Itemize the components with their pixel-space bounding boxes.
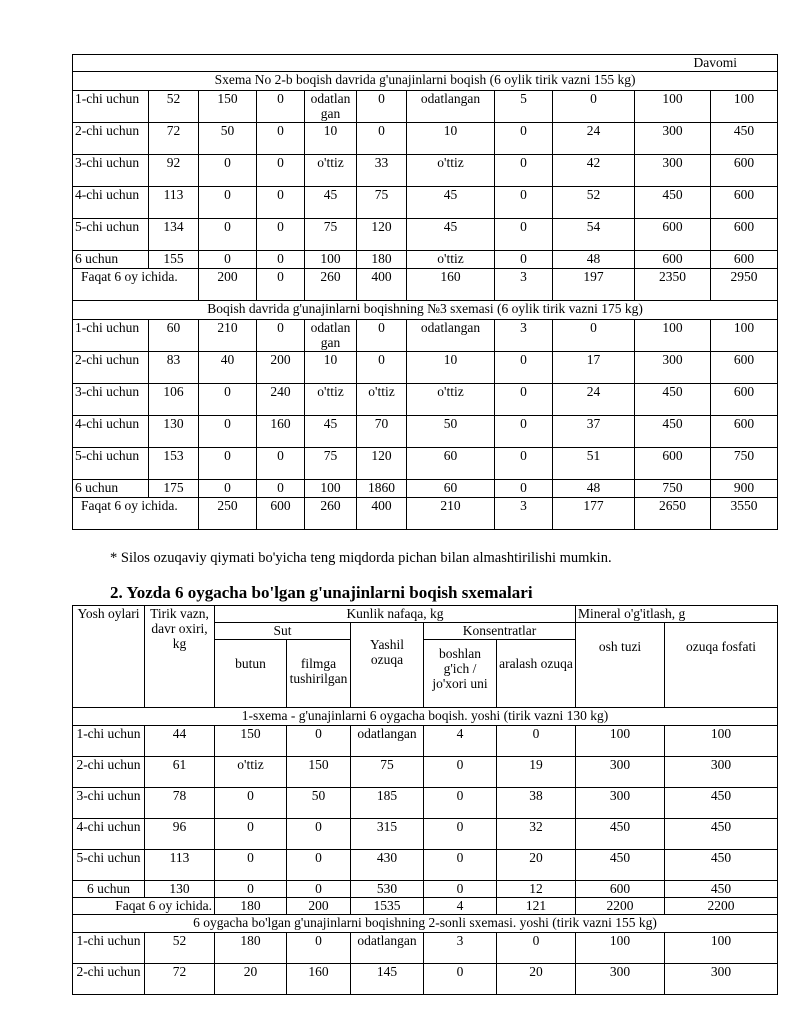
table-cell: 0 — [424, 757, 497, 788]
table-cell: 45 — [305, 416, 357, 448]
table-cell: 0 — [495, 384, 553, 416]
table-cell: 100 — [665, 726, 778, 757]
total-cell: 260 — [305, 269, 357, 301]
table-cell: 600 — [635, 219, 711, 251]
table-row — [73, 850, 778, 881]
table-cell: 300 — [576, 757, 665, 788]
table-cell: 113 — [149, 187, 199, 219]
footnote: * Silos ozuqaviy qiymati bo'yicha teng miqdorda pichan bilan almashtirilishi mumkin. — [110, 550, 612, 566]
table-cell: 100 — [665, 933, 778, 964]
total-cell: 3550 — [711, 498, 778, 530]
row-label: 5-chi uchun — [73, 448, 149, 480]
total-cell: 1535 — [351, 898, 424, 915]
table-cell: 100 — [711, 91, 778, 123]
table-cell: 300 — [665, 757, 778, 788]
table-cell: 0 — [257, 320, 305, 352]
row-label: 5-chi uchun — [73, 219, 149, 251]
table-row — [73, 757, 778, 788]
table-cell: 100 — [635, 320, 711, 352]
table-cell: 1860 — [357, 480, 407, 498]
row-label: 3-chi uchun — [73, 384, 149, 416]
table-cell: 450 — [665, 819, 778, 850]
table-cell: 60 — [149, 320, 199, 352]
table-cell: odatlan gan — [305, 91, 357, 123]
table-cell: 100 — [711, 320, 778, 352]
table-cell: 0 — [497, 933, 576, 964]
table-cell: 0 — [199, 448, 257, 480]
table-cell: 0 — [257, 480, 305, 498]
table-cell: 20 — [497, 850, 576, 881]
table-cell: 83 — [149, 352, 199, 384]
total-label: Faqat 6 oy ichida. — [73, 498, 199, 530]
total-cell: 3 — [495, 269, 553, 301]
row-label: 1-chi uchun — [73, 320, 149, 352]
table-cell: 0 — [215, 819, 287, 850]
total-cell: 180 — [215, 898, 287, 915]
header-milk: Sut — [215, 623, 351, 640]
header-starter: boshlan g'ich / jo'xori uni — [424, 640, 497, 708]
table-cell: 113 — [145, 850, 215, 881]
section-title: 1-sxema - g'unajinlarni 6 oygacha boqish. yoshi (tirik vazni 130 kg) — [73, 708, 778, 726]
row-label: 6 uchun — [73, 480, 149, 498]
table-row — [73, 788, 778, 819]
table-row — [73, 123, 778, 155]
table-cell: 600 — [576, 881, 665, 898]
table-cell: 54 — [553, 219, 635, 251]
table-cell: 0 — [257, 123, 305, 155]
table-cell: 0 — [357, 352, 407, 384]
table-cell: 0 — [357, 91, 407, 123]
table-cell: 600 — [711, 416, 778, 448]
table-cell: 50 — [287, 788, 351, 819]
section-title-row — [73, 72, 778, 91]
table-cell: 96 — [145, 819, 215, 850]
total-cell: 3 — [495, 498, 553, 530]
summer-scheme-table — [72, 605, 778, 995]
table-cell: 153 — [149, 448, 199, 480]
table-cell: 19 — [497, 757, 576, 788]
total-cell: 200 — [199, 269, 257, 301]
table-cell: 37 — [553, 416, 635, 448]
table-cell: 450 — [635, 416, 711, 448]
table-cell: 120 — [357, 219, 407, 251]
total-cell: 2950 — [711, 269, 778, 301]
table-cell: 600 — [711, 187, 778, 219]
row-label: 5-chi uchun — [73, 850, 145, 881]
table-cell: 0 — [357, 320, 407, 352]
table-row — [73, 352, 778, 384]
total-cell: 250 — [199, 498, 257, 530]
table-cell: 150 — [287, 757, 351, 788]
table-row — [73, 187, 778, 219]
total-cell: 121 — [497, 898, 576, 915]
table-cell: 134 — [149, 219, 199, 251]
table-cell: 300 — [635, 155, 711, 187]
table-cell: 48 — [553, 480, 635, 498]
row-label: 6 uchun — [73, 881, 145, 898]
table-cell: 150 — [199, 91, 257, 123]
table-cell: 0 — [257, 187, 305, 219]
table-cell: 5 — [495, 91, 553, 123]
table-cell: 51 — [553, 448, 635, 480]
table-cell: 450 — [635, 187, 711, 219]
table-cell: 600 — [711, 251, 778, 269]
table-cell: 0 — [199, 251, 257, 269]
table-cell: 0 — [199, 219, 257, 251]
total-row — [73, 269, 778, 301]
header-mineral: Mineral o'g'itlash, g — [576, 606, 778, 623]
table-cell: 0 — [495, 448, 553, 480]
table-cell: 450 — [665, 850, 778, 881]
table-cell: 106 — [149, 384, 199, 416]
table-cell: 0 — [199, 384, 257, 416]
table-cell: 0 — [553, 91, 635, 123]
total-cell: 400 — [357, 269, 407, 301]
total-cell: 4 — [424, 898, 497, 915]
table-cell: 10 — [407, 352, 495, 384]
table-cell: 0 — [495, 123, 553, 155]
table-cell: 180 — [215, 933, 287, 964]
row-label: 1-chi uchun — [73, 726, 145, 757]
table-cell: 450 — [576, 819, 665, 850]
table-row — [73, 416, 778, 448]
table-row — [73, 219, 778, 251]
table-cell: 600 — [711, 352, 778, 384]
table-cell: odatlangan — [407, 320, 495, 352]
table-cell: 315 — [351, 819, 424, 850]
table-cell: 10 — [305, 123, 357, 155]
header-salt: osh tuzi — [576, 623, 665, 708]
header-green-feed: Yashil ozuqa — [351, 623, 424, 708]
table-cell: 52 — [149, 91, 199, 123]
table-cell: 61 — [145, 757, 215, 788]
table-cell: 600 — [635, 448, 711, 480]
section-title-row — [73, 301, 778, 320]
table-cell: o'ttiz — [407, 251, 495, 269]
total-cell: 600 — [257, 498, 305, 530]
table-cell: 145 — [351, 964, 424, 995]
table-cell: 60 — [407, 480, 495, 498]
table-cell: 450 — [635, 384, 711, 416]
table-cell: 40 — [199, 352, 257, 384]
table-cell: 0 — [495, 416, 553, 448]
total-row — [73, 898, 778, 915]
header-weight: Tirik vazn, davr oxiri, kg — [145, 606, 215, 708]
table-cell: 52 — [553, 187, 635, 219]
table-row — [73, 384, 778, 416]
table-cell: 120 — [357, 448, 407, 480]
table-cell: 50 — [199, 123, 257, 155]
table-cell: 0 — [257, 91, 305, 123]
table-cell: 0 — [495, 251, 553, 269]
table-cell: 45 — [305, 187, 357, 219]
table-cell: 0 — [424, 881, 497, 898]
table-cell: 4 — [424, 726, 497, 757]
table-cell: 130 — [145, 881, 215, 898]
table-cell: 48 — [553, 251, 635, 269]
table-cell: 33 — [357, 155, 407, 187]
table-cell: 0 — [424, 964, 497, 995]
table-cell: 0 — [424, 819, 497, 850]
table-cell: 600 — [711, 155, 778, 187]
table-row — [73, 480, 778, 498]
table-cell: 600 — [635, 251, 711, 269]
table-cell: 0 — [257, 448, 305, 480]
table-cell: odatlangan — [351, 726, 424, 757]
table-cell: 130 — [149, 416, 199, 448]
table-cell: 75 — [305, 219, 357, 251]
header-phosphate: ozuqa fosfati — [665, 623, 778, 708]
table-cell: 0 — [257, 219, 305, 251]
table-cell: 160 — [257, 416, 305, 448]
row-label: 6 uchun — [73, 251, 149, 269]
total-cell: 177 — [553, 498, 635, 530]
table-cell: 75 — [351, 757, 424, 788]
table-cell: 300 — [576, 788, 665, 819]
table-cell: 0 — [287, 819, 351, 850]
table-cell: 75 — [357, 187, 407, 219]
table-cell: 100 — [576, 726, 665, 757]
table-cell: 0 — [287, 850, 351, 881]
table-cell: 0 — [424, 788, 497, 819]
table-cell: o'ttiz — [357, 384, 407, 416]
section-title-row — [73, 915, 778, 933]
table-cell: 600 — [711, 219, 778, 251]
table-cell: 240 — [257, 384, 305, 416]
total-cell: 400 — [357, 498, 407, 530]
table-cell: 300 — [665, 964, 778, 995]
total-cell: 2650 — [635, 498, 711, 530]
header-whole-milk: butun — [215, 640, 287, 708]
table-cell: 60 — [407, 448, 495, 480]
table-cell: 0 — [495, 187, 553, 219]
table-cell: 52 — [145, 933, 215, 964]
table-cell: 10 — [407, 123, 495, 155]
total-cell: 200 — [287, 898, 351, 915]
scheme-table-continued — [72, 54, 778, 530]
table-cell: 50 — [407, 416, 495, 448]
table-cell: 70 — [357, 416, 407, 448]
table-cell: 17 — [553, 352, 635, 384]
table-cell: o'ttiz — [407, 384, 495, 416]
table-cell: 185 — [351, 788, 424, 819]
table-cell: 32 — [497, 819, 576, 850]
header-concentrates: Konsentratlar — [424, 623, 576, 640]
table-cell: 0 — [199, 480, 257, 498]
table-row — [73, 819, 778, 850]
table-row — [73, 933, 778, 964]
table-cell: 0 — [553, 320, 635, 352]
table-cell: o'ttiz — [305, 155, 357, 187]
header-mixed-feed: aralash ozuqa — [497, 640, 576, 708]
table-cell: 42 — [553, 155, 635, 187]
total-cell: 210 — [407, 498, 495, 530]
table-cell: 38 — [497, 788, 576, 819]
table-cell: 44 — [145, 726, 215, 757]
table-cell: 0 — [495, 480, 553, 498]
row-label: 2-chi uchun — [73, 964, 145, 995]
table-cell: 180 — [357, 251, 407, 269]
row-label: 4-chi uchun — [73, 819, 145, 850]
table-cell: 0 — [199, 187, 257, 219]
table-cell: 0 — [215, 881, 287, 898]
table-cell: 750 — [635, 480, 711, 498]
row-label: 2-chi uchun — [73, 123, 149, 155]
table-cell: 45 — [407, 219, 495, 251]
table-cell: 750 — [711, 448, 778, 480]
total-cell: 2200 — [665, 898, 778, 915]
table-cell: 3 — [424, 933, 497, 964]
table-cell: o'ttiz — [305, 384, 357, 416]
total-row — [73, 498, 778, 530]
row-label: 3-chi uchun — [73, 788, 145, 819]
table-cell: 160 — [287, 964, 351, 995]
table-row — [73, 726, 778, 757]
table-cell: 100 — [305, 480, 357, 498]
total-cell: 260 — [305, 498, 357, 530]
table-cell: 175 — [149, 480, 199, 498]
total-cell: 0 — [257, 269, 305, 301]
table-cell: 450 — [711, 123, 778, 155]
table-cell: 300 — [635, 352, 711, 384]
row-label: 1-chi uchun — [73, 933, 145, 964]
table-cell: 72 — [145, 964, 215, 995]
table-cell: 20 — [497, 964, 576, 995]
table-cell: 0 — [287, 881, 351, 898]
table-cell: o'ttiz — [407, 155, 495, 187]
section-title: 6 oygacha bo'lgan g'unajinlarni boqishning 2-sonli sxemasi. yoshi (tirik vazni 155 kg) — [73, 915, 778, 933]
table-cell: 0 — [257, 155, 305, 187]
table-cell: 72 — [149, 123, 199, 155]
section-title: Boqish davrida g'unajinlarni boqishning №3 sxemasi (6 oylik tirik vazni 175 kg) — [73, 301, 778, 320]
table-cell: 100 — [635, 91, 711, 123]
row-label: 3-chi uchun — [73, 155, 149, 187]
table-cell: odatlangan — [407, 91, 495, 123]
table-cell: 430 — [351, 850, 424, 881]
table-cell: 12 — [497, 881, 576, 898]
table-cell: 450 — [665, 881, 778, 898]
table-row — [73, 251, 778, 269]
table-cell: 100 — [305, 251, 357, 269]
table-cell: 0 — [424, 850, 497, 881]
table-cell: 300 — [635, 123, 711, 155]
section-title-row — [73, 708, 778, 726]
table-cell: 3 — [495, 320, 553, 352]
table-cell: 75 — [305, 448, 357, 480]
table-cell: 0 — [495, 155, 553, 187]
table-cell: 450 — [665, 788, 778, 819]
table-cell: 0 — [357, 123, 407, 155]
table-cell: 450 — [576, 850, 665, 881]
table-cell: 0 — [199, 155, 257, 187]
table-cell: odatlangan — [351, 933, 424, 964]
table-cell: 0 — [287, 726, 351, 757]
table-cell: 200 — [257, 352, 305, 384]
table-cell: 300 — [576, 964, 665, 995]
table-cell: 45 — [407, 187, 495, 219]
table-row — [73, 320, 778, 352]
table-cell: 0 — [199, 416, 257, 448]
header-ration: Kunlik nafaqa, kg — [215, 606, 576, 623]
table-cell: 0 — [287, 933, 351, 964]
table-cell: 20 — [215, 964, 287, 995]
table-row — [73, 448, 778, 480]
table-cell: 150 — [215, 726, 287, 757]
row-label: 2-chi uchun — [73, 757, 145, 788]
section-title: Sxema No 2-b boqish davrida g'unajinlarni boqish (6 oylik tirik vazni 155 kg) — [73, 72, 778, 91]
table-row — [73, 964, 778, 995]
table-cell: 0 — [497, 726, 576, 757]
table-cell: odatlan gan — [305, 320, 357, 352]
table-cell: 0 — [495, 352, 553, 384]
table-cell: o'ttiz — [215, 757, 287, 788]
table-cell: 100 — [576, 933, 665, 964]
row-label: 2-chi uchun — [73, 352, 149, 384]
table-cell: 92 — [149, 155, 199, 187]
total-cell: 2350 — [635, 269, 711, 301]
table-cell: 530 — [351, 881, 424, 898]
row-label: 4-chi uchun — [73, 416, 149, 448]
header-skim-milk: filmga tushirilgan — [287, 640, 351, 708]
total-label: Faqat 6 oy ichida. — [73, 269, 199, 301]
table-cell: 0 — [215, 850, 287, 881]
table-cell: 0 — [495, 219, 553, 251]
table-row — [73, 91, 778, 123]
table-cell: 0 — [257, 251, 305, 269]
table-row — [73, 881, 778, 898]
section-heading: 2. Yozda 6 oygacha bo'lgan g'unajinlarni boqish sxemalari — [110, 583, 533, 602]
total-cell: 2200 — [576, 898, 665, 915]
total-cell: 197 — [553, 269, 635, 301]
table-cell: 600 — [711, 384, 778, 416]
table-cell: 78 — [145, 788, 215, 819]
table-cell: 900 — [711, 480, 778, 498]
table-cell: 210 — [199, 320, 257, 352]
row-label: 4-chi uchun — [73, 187, 149, 219]
continuation-label: Davomi — [73, 55, 778, 72]
total-cell: 160 — [407, 269, 495, 301]
total-label: Faqat 6 oy ichida. — [73, 898, 215, 915]
table-cell: 10 — [305, 352, 357, 384]
table-cell: 24 — [553, 123, 635, 155]
table-row — [73, 155, 778, 187]
table-cell: 24 — [553, 384, 635, 416]
table-cell: 155 — [149, 251, 199, 269]
header-age: Yosh oylari — [73, 606, 145, 708]
row-label: 1-chi uchun — [73, 91, 149, 123]
table-cell: 0 — [215, 788, 287, 819]
